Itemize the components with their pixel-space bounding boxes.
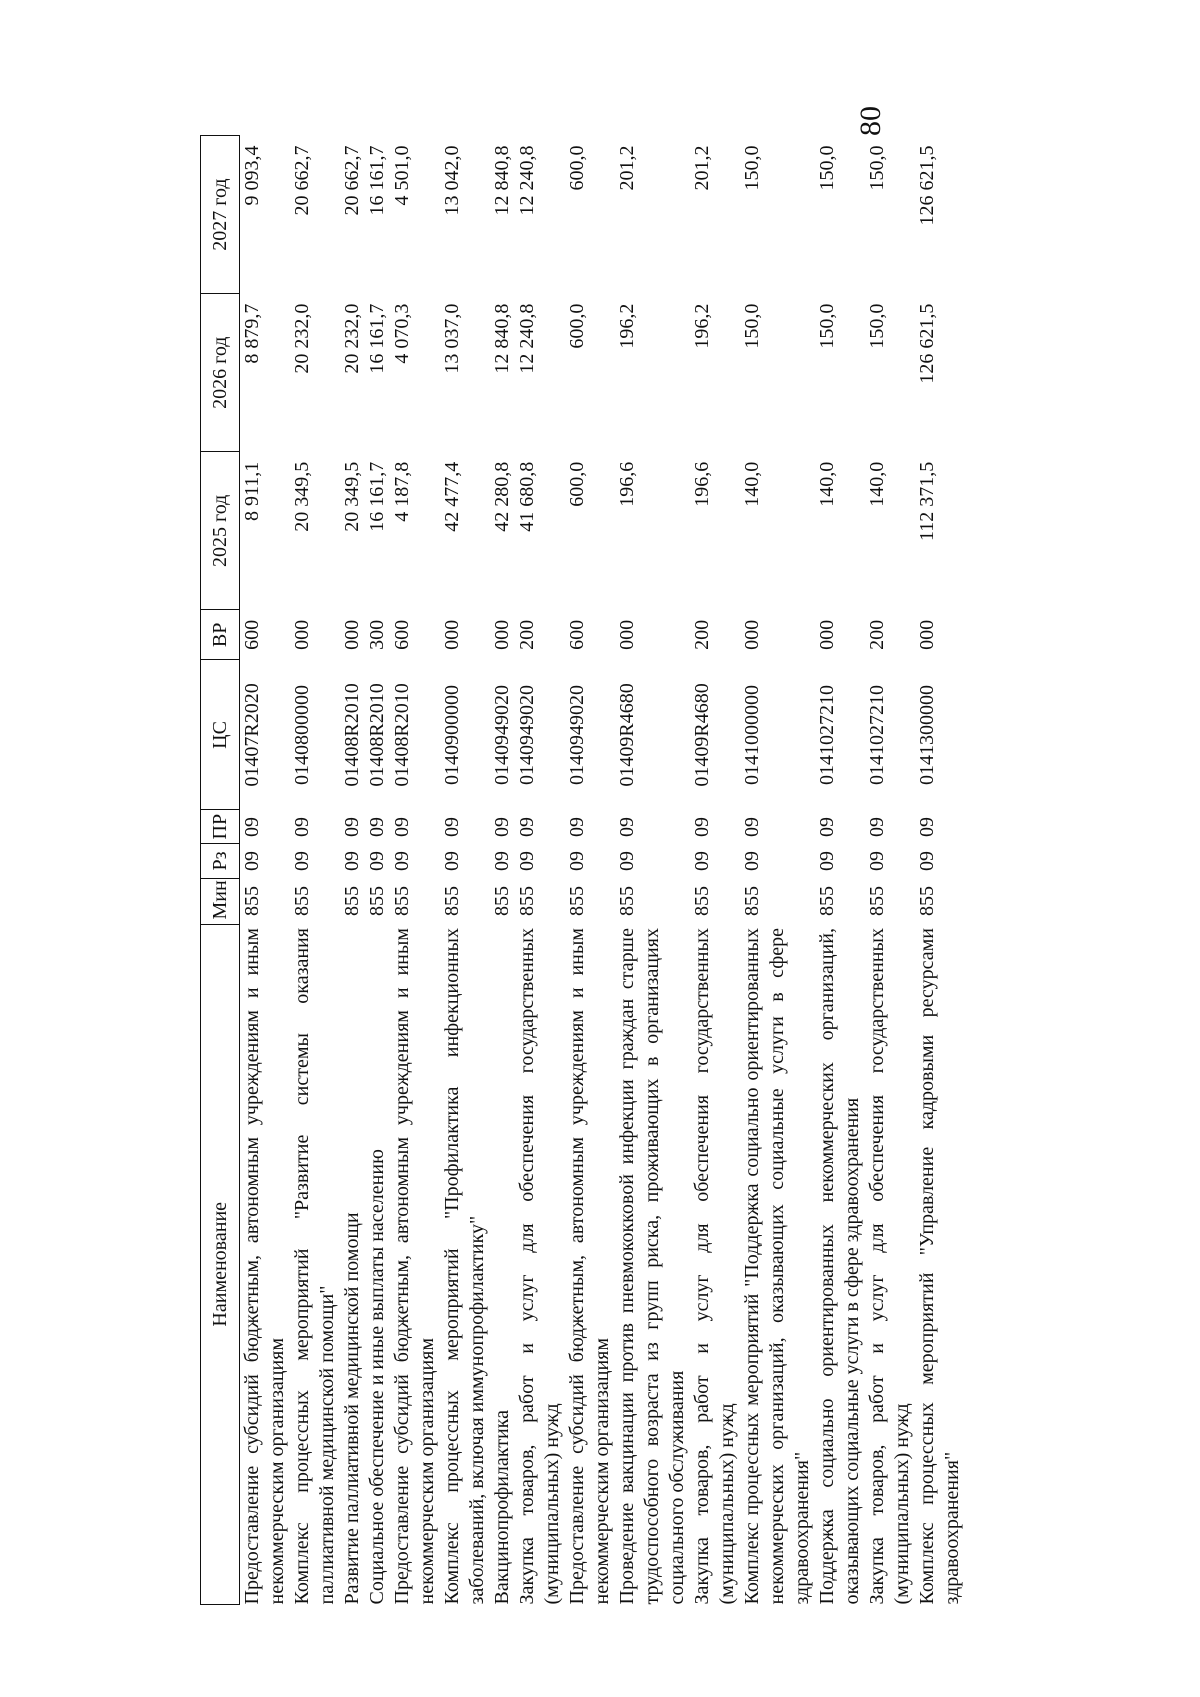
row-2025: 42 280,8 <box>491 461 513 532</box>
row-name: Развитие паллиативной медицинской помощи <box>341 1212 363 1605</box>
row-min: 855 <box>341 886 363 917</box>
row-vr: 000 <box>491 619 513 650</box>
row-name: Социальное обеспечение и иные выплаты населению <box>366 1149 388 1605</box>
header-2027: 2027 год <box>201 136 240 294</box>
row-cs: 0140800000 <box>291 684 313 785</box>
row-2025: 20 349,5 <box>341 461 363 532</box>
row-rz: 09 <box>616 851 638 872</box>
row-2026: 196,2 <box>616 303 638 349</box>
row-vr: 000 <box>341 619 363 650</box>
row-pr: 09 <box>441 817 463 837</box>
table-row <box>565 136 615 1605</box>
row-pr: 09 <box>291 817 313 837</box>
table-row <box>490 136 515 1605</box>
row-min: 855 <box>691 886 713 917</box>
row-2027: 12 840,8 <box>491 145 513 216</box>
row-2027: 16 161,7 <box>366 145 388 216</box>
row-2025: 41 680,8 <box>516 461 538 532</box>
table-row <box>615 136 690 1605</box>
row-2025: 42 477,4 <box>441 461 463 532</box>
row-vr: 000 <box>916 619 938 650</box>
header-rz: Рз <box>201 844 240 878</box>
row-cs: 01407R2020 <box>241 683 263 787</box>
row-vr: 000 <box>741 619 763 650</box>
row-2027: 150,0 <box>741 145 763 191</box>
header-cs: ЦС <box>201 660 240 810</box>
row-pr: 09 <box>916 817 938 837</box>
row-vr: 200 <box>516 619 538 650</box>
row-2027: 20 662,7 <box>291 145 313 216</box>
table-row <box>340 136 365 1605</box>
table-row <box>365 136 390 1605</box>
page-number: 80 <box>854 106 887 136</box>
header-pr: ПР <box>201 810 240 844</box>
table-row <box>740 136 815 1605</box>
row-cs: 0141300000 <box>916 684 938 785</box>
row-2025: 196,6 <box>616 461 638 507</box>
row-2026: 12 840,8 <box>491 303 513 374</box>
row-min: 855 <box>566 886 588 917</box>
row-rz: 09 <box>491 851 513 872</box>
row-rz: 09 <box>816 851 838 872</box>
row-min: 855 <box>616 886 638 917</box>
row-pr: 09 <box>241 817 263 837</box>
row-vr: 000 <box>291 619 313 650</box>
row-cs: 01409R4680 <box>616 683 638 787</box>
row-pr: 09 <box>566 817 588 837</box>
row-vr: 200 <box>691 619 713 650</box>
row-cs: 0140949020 <box>516 684 538 785</box>
row-2026: 4 070,3 <box>391 303 413 364</box>
row-2026: 8 879,7 <box>241 303 263 364</box>
header-2025: 2025 год <box>201 452 240 610</box>
row-pr: 09 <box>866 817 888 837</box>
row-name: Комплекс процессных мероприятий "Управление кадровыми ресурсами здравоохранения" <box>916 928 963 1605</box>
table-row <box>690 136 740 1605</box>
row-min: 855 <box>916 886 938 917</box>
rotated-table-container <box>200 135 963 1605</box>
table-row <box>390 136 440 1605</box>
table-row <box>865 136 915 1605</box>
row-min: 855 <box>816 886 838 917</box>
row-min: 855 <box>491 886 513 917</box>
row-name: Закупка товаров, работ и услуг для обеспечения государственных (муниципальных) нужд <box>691 928 738 1605</box>
header-name: Наименование <box>201 924 240 1604</box>
row-min: 855 <box>441 886 463 917</box>
row-name: Закупка товаров, работ и услуг для обеспечения государственных (муниципальных) нужд <box>516 928 563 1605</box>
row-2026: 126 621,5 <box>916 303 938 384</box>
row-2025: 600,0 <box>566 461 588 507</box>
row-2026: 20 232,0 <box>341 303 363 374</box>
row-2025: 16 161,7 <box>366 461 388 532</box>
row-name: Предоставление субсидий бюджетным, автономным учреждениям и иным некоммерческим организациям <box>566 928 613 1605</box>
row-pr: 09 <box>741 817 763 837</box>
table-row <box>440 136 490 1605</box>
row-2027: 126 621,5 <box>916 145 938 226</box>
row-rz: 09 <box>391 851 413 872</box>
row-rz: 09 <box>741 851 763 872</box>
row-rz: 09 <box>241 851 263 872</box>
row-rz: 09 <box>866 851 888 872</box>
row-vr: 600 <box>391 619 413 650</box>
row-vr: 300 <box>366 619 388 650</box>
row-rz: 09 <box>566 851 588 872</box>
row-cs: 01409R4680 <box>691 683 713 787</box>
row-pr: 09 <box>616 817 638 837</box>
row-name: Закупка товаров, работ и услуг для обеспечения государственных (муниципальных) нужд <box>866 928 913 1605</box>
row-2026: 150,0 <box>741 303 763 349</box>
row-pr: 09 <box>391 817 413 837</box>
row-name: Предоставление субсидий бюджетным, автономным учреждениям и иным некоммерческим организациям <box>391 928 438 1605</box>
row-rz: 09 <box>441 851 463 872</box>
row-2026: 20 232,0 <box>291 303 313 374</box>
row-2027: 20 662,7 <box>341 145 363 216</box>
row-vr: 000 <box>816 619 838 650</box>
row-vr: 000 <box>616 619 638 650</box>
row-2027: 201,2 <box>616 145 638 191</box>
row-2026: 150,0 <box>866 303 888 349</box>
row-2025: 140,0 <box>816 461 838 507</box>
row-min: 855 <box>866 886 888 917</box>
row-name: Поддержка социально ориентированных некоммерческих организаций, оказывающих социальные услуги в сфере здравоохранения <box>816 928 863 1605</box>
table-header-row <box>201 136 240 1605</box>
row-min: 855 <box>291 886 313 917</box>
row-2025: 140,0 <box>741 461 763 507</box>
row-2026: 16 161,7 <box>366 303 388 374</box>
row-2026: 196,2 <box>691 303 713 349</box>
row-cs: 0140900000 <box>441 684 463 785</box>
row-2025: 8 911,1 <box>241 461 263 522</box>
row-name: Предоставление субсидий бюджетным, автономным учреждениям и иным некоммерческим организациям <box>241 928 288 1605</box>
row-rz: 09 <box>691 851 713 872</box>
row-min: 855 <box>516 886 538 917</box>
row-2027: 150,0 <box>866 145 888 191</box>
row-2026: 150,0 <box>816 303 838 349</box>
row-name: Проведение вакцинации против пневмококковой инфекции граждан старше трудоспособного возраста из групп риска, проживающих в организациях социального обслуживания <box>616 928 688 1605</box>
row-vr: 600 <box>566 619 588 650</box>
row-2026: 13 037,0 <box>441 303 463 374</box>
row-vr: 200 <box>866 619 888 650</box>
row-rz: 09 <box>291 851 313 872</box>
row-2025: 112 371,5 <box>916 461 938 542</box>
row-name: Комплекс процессных мероприятий "Профилактика инфекционных заболеваний, включая иммунопрофилактику" <box>441 928 488 1605</box>
row-2025: 196,6 <box>691 461 713 507</box>
row-2026: 600,0 <box>566 303 588 349</box>
row-min: 855 <box>391 886 413 917</box>
row-cs: 0141027210 <box>816 684 838 785</box>
row-pr: 09 <box>366 817 388 837</box>
row-vr: 000 <box>441 619 463 650</box>
row-min: 855 <box>241 886 263 917</box>
row-name: Вакцинопрофилактика <box>491 1410 513 1605</box>
table-body <box>240 136 966 1605</box>
table-row <box>915 136 965 1605</box>
row-2025: 140,0 <box>866 461 888 507</box>
row-name: Комплекс процессных мероприятий "Развитие системы оказания паллиативной медицинской помощи" <box>291 928 338 1605</box>
row-pr: 09 <box>341 817 363 837</box>
row-cs: 01408R2010 <box>391 683 413 787</box>
row-rz: 09 <box>366 851 388 872</box>
header-vr: ВР <box>201 610 240 660</box>
row-min: 855 <box>741 886 763 917</box>
row-2025: 4 187,8 <box>391 461 413 522</box>
row-2027: 9 093,4 <box>241 145 263 206</box>
header-2026: 2026 год <box>201 294 240 452</box>
row-pr: 09 <box>491 817 513 837</box>
row-cs: 01408R2010 <box>341 683 363 787</box>
row-min: 855 <box>366 886 388 917</box>
row-2027: 150,0 <box>816 145 838 191</box>
budget-table <box>200 135 965 1605</box>
header-min: Мин <box>201 878 240 924</box>
row-pr: 09 <box>816 817 838 837</box>
row-name: Комплекс процессных мероприятий "Поддержка социально ориентированных некоммерческих организаций, оказывающих социальные услуги в сфере здравоохранения" <box>741 928 813 1605</box>
row-vr: 600 <box>241 619 263 650</box>
table-row <box>815 136 865 1605</box>
row-cs: 0140949020 <box>491 684 513 785</box>
row-cs: 0141027210 <box>866 684 888 785</box>
table-row <box>515 136 565 1605</box>
row-cs: 0141000000 <box>741 684 763 785</box>
row-2027: 201,2 <box>691 145 713 191</box>
table-row <box>290 136 340 1605</box>
row-rz: 09 <box>341 851 363 872</box>
row-pr: 09 <box>516 817 538 837</box>
row-2026: 12 240,8 <box>516 303 538 374</box>
row-cs: 0140949020 <box>566 684 588 785</box>
row-2025: 20 349,5 <box>291 461 313 532</box>
row-2027: 4 501,0 <box>391 145 413 206</box>
table-row <box>240 136 291 1605</box>
row-pr: 09 <box>691 817 713 837</box>
row-rz: 09 <box>916 851 938 872</box>
row-cs: 01408R2010 <box>366 683 388 787</box>
row-2027: 12 240,8 <box>516 145 538 216</box>
row-2027: 13 042,0 <box>441 145 463 216</box>
row-rz: 09 <box>516 851 538 872</box>
row-2027: 600,0 <box>566 145 588 191</box>
